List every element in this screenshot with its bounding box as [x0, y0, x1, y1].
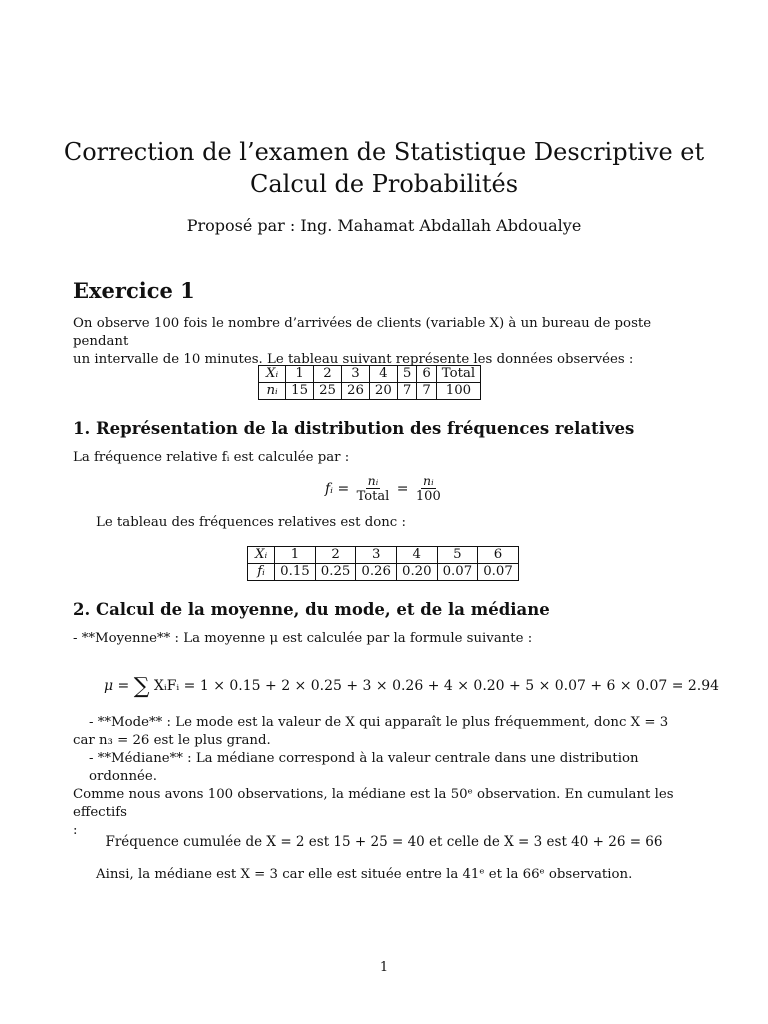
title-line-2: Calcul de Probabilités: [249, 170, 519, 198]
mediane-line-1: - **Médiane** : La médiane correspond à la valeur centrale dans une distribution ordonnée.: [89, 751, 639, 784]
mode-line-2: car n₃ = 26 est le plus grand.: [73, 733, 271, 748]
section-1-text: La fréquence relative fᵢ est calculée par :: [73, 450, 350, 465]
table-cell: 25: [314, 383, 342, 400]
table-cell: 0.07: [437, 564, 478, 581]
mean-formula-lhs: μ =: [104, 678, 130, 694]
fraction-2-numerator: nᵢ: [423, 473, 434, 488]
moyenne-text: - **Moyenne** : La moyenne μ est calculée par la formule suivante :: [73, 631, 533, 646]
mediane-line-3: :: [73, 823, 78, 838]
fraction-1-numerator: nᵢ: [367, 473, 379, 488]
section-1-heading: 1. Représentation de la distribution des fréquences relatives: [73, 419, 635, 438]
table-2-intro: Le tableau des fréquences relatives est donc :: [96, 515, 406, 530]
table-cell: 15: [286, 383, 314, 400]
exercise-heading: Exercice 1: [73, 278, 195, 303]
table-row-f: [248, 564, 519, 581]
table-cell: 20: [369, 383, 397, 400]
table-cell: 26: [342, 383, 370, 400]
intro-line-1: On observe 100 fois le nombre d’arrivées de clients (variable X) à un bureau de poste pendant: [73, 316, 652, 349]
observations-table: [258, 365, 481, 400]
formula-equals: =: [396, 481, 409, 497]
table-cell: 4: [369, 366, 397, 383]
fraction-1-denominator: Total: [356, 489, 390, 504]
table-cell: 7: [417, 383, 436, 400]
mediane-line-2: Comme nous avons 100 observations, la médiane est la 50ᵉ observation. En cumulant les effectifs: [73, 787, 674, 820]
table-row-x: [259, 366, 481, 383]
table-cell: 2: [314, 366, 342, 383]
table-cell-header: nᵢ: [259, 383, 286, 400]
table-cell: 2: [315, 547, 356, 564]
section-2-heading: 2. Calcul de la moyenne, du mode, et de la médiane: [73, 600, 550, 619]
table-cell-header: Xᵢ: [248, 547, 275, 564]
table-cell: Total: [436, 366, 480, 383]
table-cell: 6: [478, 547, 519, 564]
document-title: [60, 136, 708, 200]
mode-paragraph: [73, 714, 698, 840]
table-cell: 5: [437, 547, 478, 564]
author-line: Proposé par : Ing. Mahamat Abdallah Abdoualye: [186, 216, 582, 235]
title-line-1: Correction de l’examen de Statistique Descriptive et: [63, 138, 705, 166]
fraction-2: [416, 474, 441, 504]
table-cell: 0.15: [275, 564, 316, 581]
relative-frequency-formula: [325, 474, 444, 504]
fraction-1: [357, 474, 390, 504]
relative-frequency-table: [247, 546, 519, 581]
table-row-x: [248, 547, 519, 564]
table-cell: 7: [397, 383, 416, 400]
table-cell: 1: [286, 366, 314, 383]
cumulative-frequency-line: Fréquence cumulée de X = 2 est 15 + 25 = 40 et celle de X = 3 est 40 + 26 = 66: [105, 834, 663, 850]
formula-lhs: fᵢ =: [325, 481, 350, 497]
table-cell: 1: [275, 547, 316, 564]
table-cell: 4: [396, 547, 437, 564]
intro-line-2: un intervalle de 10 minutes. Le tableau suivant représente les données observées :: [73, 352, 634, 367]
intro-paragraph: [73, 315, 698, 369]
table-cell: 0.25: [315, 564, 356, 581]
mode-line-1: - **Mode** : Le mode est la valeur de X qui apparaît le plus fréquemment, donc X = 3: [89, 715, 669, 730]
table-row-n: [259, 383, 481, 400]
table-cell: 0.07: [478, 564, 519, 581]
table-cell: 0.26: [356, 564, 397, 581]
mean-formula: [104, 674, 719, 699]
table-cell: 3: [356, 547, 397, 564]
sum-symbol: ∑: [133, 674, 150, 699]
table-cell: 3: [342, 366, 370, 383]
table-cell: 6: [417, 366, 436, 383]
table-cell: 0.20: [396, 564, 437, 581]
table-cell-header: fᵢ: [248, 564, 275, 581]
table-cell: 5: [397, 366, 416, 383]
fraction-2-denominator: 100: [415, 489, 441, 504]
table-cell: 100: [436, 383, 480, 400]
conclusion-line: Ainsi, la médiane est X = 3 car elle est située entre la 41ᵉ et la 66ᵉ observation.: [96, 867, 633, 882]
mean-formula-rhs: XᵢFᵢ = 1 × 0.15 + 2 × 0.25 + 3 × 0.26 + 4 × 0.20 + 5 × 0.07 + 6 × 0.07 = 2.94: [153, 678, 720, 694]
table-cell-header: Xᵢ: [259, 366, 286, 383]
page-number: 1: [379, 960, 389, 975]
